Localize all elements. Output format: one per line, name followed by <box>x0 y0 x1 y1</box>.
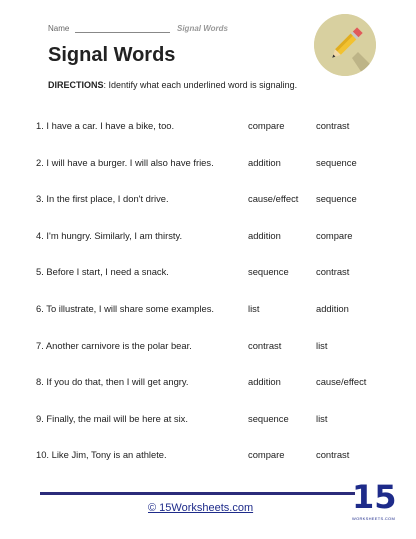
answer-option[interactable]: contrast <box>316 449 350 461</box>
name-line[interactable] <box>75 32 170 33</box>
question-row <box>36 115 396 152</box>
question-text: 3. In the first place, I don't drive. <box>36 193 169 205</box>
answer-option[interactable]: contrast <box>316 266 350 278</box>
pencil-icon <box>314 14 376 76</box>
directions-text: : Identify what each underlined word is signaling. <box>103 80 298 90</box>
answer-option[interactable]: list <box>316 412 328 424</box>
question-text: 9. Finally, the mail will be here at six. <box>36 412 188 424</box>
question-row <box>36 408 396 445</box>
question-text: 2. I will have a burger. I will also have fries. <box>36 156 214 168</box>
answer-option[interactable]: sequence <box>316 193 357 205</box>
directions-label: DIRECTIONS <box>48 80 104 90</box>
copyright-link[interactable]: © 15Worksheets.com <box>148 502 254 514</box>
name-label: Name <box>48 24 70 33</box>
answer-option[interactable]: addition <box>316 302 349 314</box>
question-row <box>36 152 396 189</box>
answer-option[interactable]: sequence <box>248 266 289 278</box>
site-logo[interactable] <box>352 478 397 530</box>
answer-option[interactable]: sequence <box>316 156 357 168</box>
pencil-badge <box>314 14 376 76</box>
question-text: 10. Like Jim, Tony is an athlete. <box>36 449 167 461</box>
question-row <box>36 335 396 372</box>
logo-text: WORKSHEETS.COM <box>352 516 396 521</box>
answer-option[interactable]: addition <box>248 156 281 168</box>
answer-option[interactable]: sequence <box>248 412 289 424</box>
directions <box>48 80 297 90</box>
worksheet-title: Signal Words <box>48 44 176 66</box>
answer-option[interactable]: addition <box>248 376 281 388</box>
answer-option[interactable]: cause/effect <box>248 193 299 205</box>
question-text: 8. If you do that, then I will get angry. <box>36 376 189 388</box>
question-row <box>36 261 396 298</box>
question-row <box>36 225 396 262</box>
question-row <box>36 188 396 225</box>
question-text: 1. I have a car. I have a bike, too. <box>36 120 175 131</box>
answer-option[interactable]: compare <box>316 229 353 241</box>
question-text: 5. Before I start, I need a snack. <box>36 266 169 278</box>
answer-option[interactable]: contrast <box>248 339 282 351</box>
question-text: 7. Another carnivore is the polar bear. <box>36 339 192 351</box>
question-text: 6. To illustrate, I will share some examples. <box>36 302 215 314</box>
question-row <box>36 298 396 335</box>
answer-option[interactable]: cause/effect <box>316 376 367 388</box>
question-row <box>36 444 396 481</box>
header-title: Signal Words <box>177 24 228 33</box>
question-text: 4. I'm hungry. Similarly, I am thirsty. <box>36 229 183 241</box>
answer-option[interactable]: list <box>248 302 260 314</box>
answer-option[interactable]: list <box>316 339 328 351</box>
answer-option[interactable]: contrast <box>316 120 350 131</box>
answer-option[interactable]: compare <box>248 449 285 461</box>
answer-option[interactable]: addition <box>248 229 281 241</box>
footer-divider <box>40 492 355 495</box>
logo-number: 15 <box>352 478 397 516</box>
question-row <box>36 371 396 408</box>
question-list <box>36 115 396 481</box>
answer-option[interactable]: compare <box>248 120 285 131</box>
